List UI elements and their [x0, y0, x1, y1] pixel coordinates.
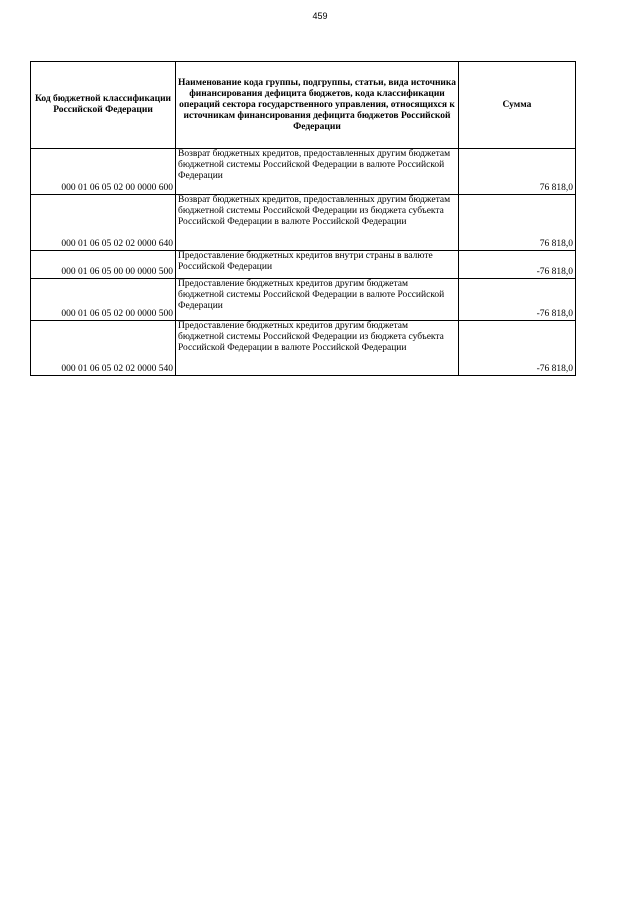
budget-sources-table	[30, 61, 576, 376]
row-name: Предоставление бюджетных кредитов другим бюджетам бюджетной системы Российской Федерации из бюджета субъекта Российской Федерации в валюте Российской Федерации	[176, 321, 459, 376]
row-name: Предоставление бюджетных кредитов внутри страны в валюте Российской Федерации	[176, 251, 459, 279]
table-row	[31, 279, 576, 321]
table-row	[31, 149, 576, 195]
row-code: 000 01 06 05 02 00 0000 500	[31, 279, 176, 321]
row-name: Возврат бюджетных кредитов, предоставленных другим бюджетам бюджетной системы Российской Федерации из бюджета субъекта Российской Федерации в валюте Российской Федерации	[176, 195, 459, 251]
row-code: 000 01 06 05 00 00 0000 500	[31, 251, 176, 279]
row-code: 000 01 06 05 02 00 0000 600	[31, 149, 176, 195]
row-code: 000 01 06 05 02 02 0000 540	[31, 321, 176, 376]
table-row	[31, 195, 576, 251]
page-number: 459	[312, 11, 328, 21]
row-amount: -76 818,0	[459, 251, 576, 279]
header-name: Наименование кода группы, подгруппы, статьи, вида источника финансирования дефицита бюджетов, кода классификации операций сектора государственного управления, относящихся к источникам финансирования дефицита бюджетов Российской Федерации	[176, 62, 459, 149]
header-amount: Сумма	[459, 62, 576, 149]
row-amount: -76 818,0	[459, 321, 576, 376]
row-amount: -76 818,0	[459, 279, 576, 321]
row-amount: 76 818,0	[459, 149, 576, 195]
row-name: Предоставление бюджетных кредитов другим бюджетам бюджетной системы Российской Федерации в валюте Российской Федерации	[176, 279, 459, 321]
table-row	[31, 321, 576, 376]
header-code: Код бюджетной классификации Российской Федерации	[31, 62, 176, 149]
row-name: Возврат бюджетных кредитов, предоставленных другим бюджетам бюджетной системы Российской Федерации в валюте Российской Федерации	[176, 149, 459, 195]
row-code: 000 01 06 05 02 02 0000 640	[31, 195, 176, 251]
table-header-row	[31, 62, 576, 149]
row-amount: 76 818,0	[459, 195, 576, 251]
table-row	[31, 251, 576, 279]
